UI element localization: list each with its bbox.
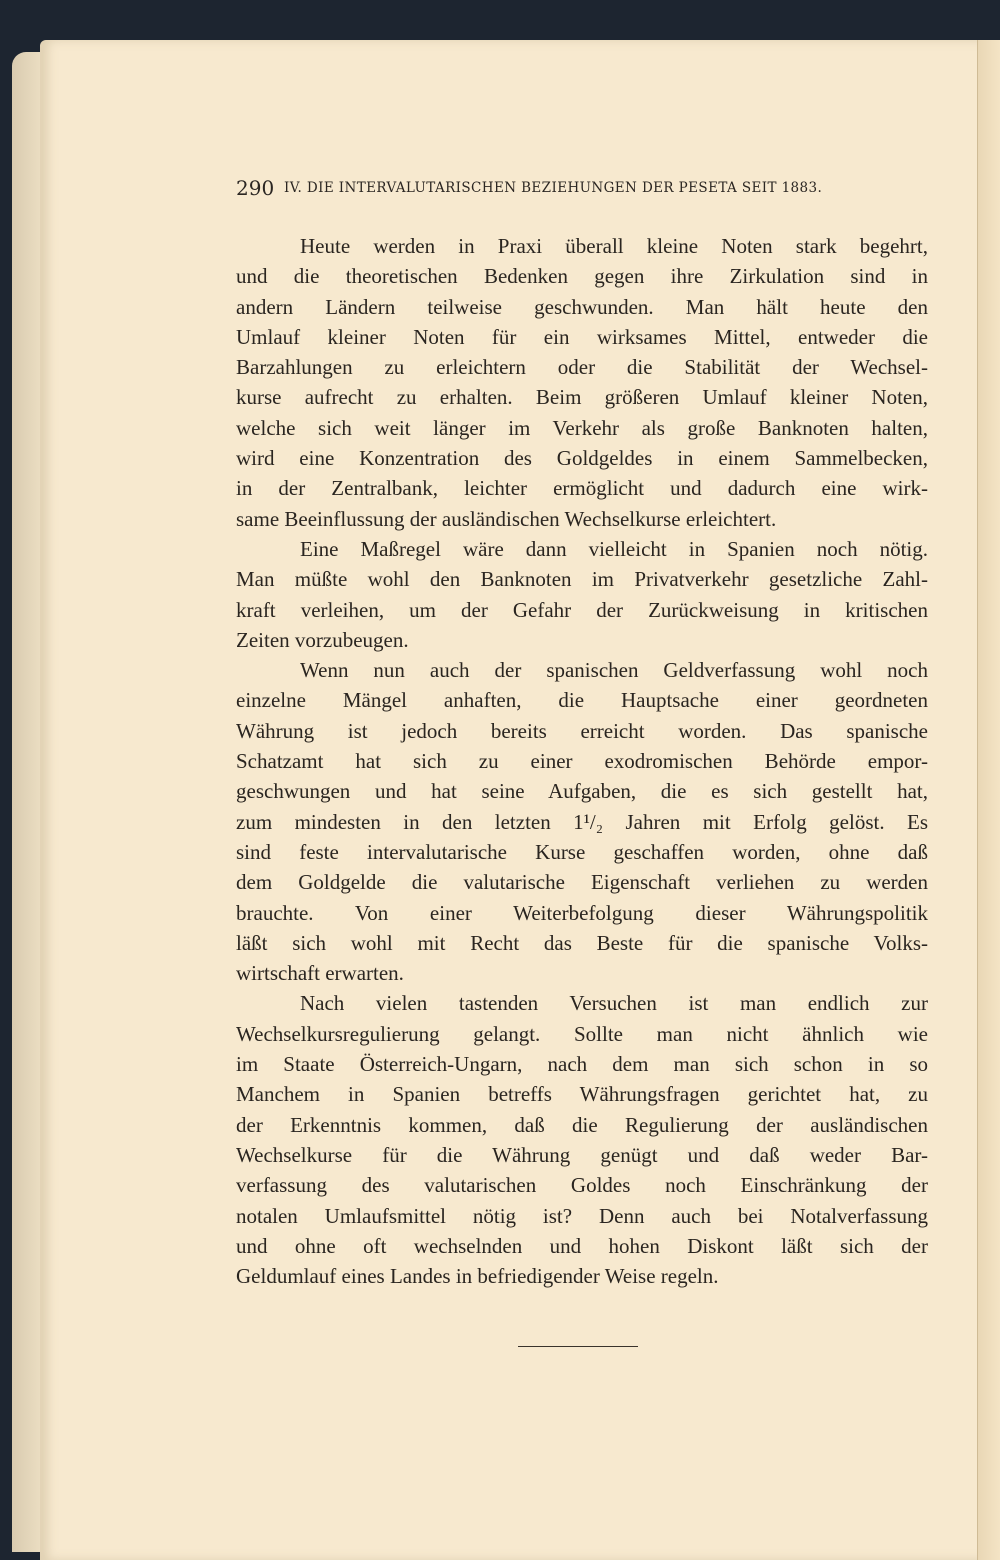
text-line: Manchem in Spanien betreffs Währungsfragen gerichtet hat, zu	[236, 1082, 928, 1107]
text-line: Eine Maßregel wäre dann vielleicht in Spanien noch nötig.	[300, 536, 928, 561]
text-line: kraft verleihen, um der Gefahr der Zurückweisung in kritischen	[236, 597, 928, 622]
text-line: Wechselkursregulierung gelangt. Sollte man nicht ähnlich wie	[236, 1021, 928, 1046]
text-line: notalen Umlaufsmittel nötig ist? Denn auch bei Notalverfassung	[236, 1203, 928, 1228]
text-line: Umlauf kleiner Noten für ein wirksames Mittel, entweder die	[236, 324, 928, 349]
text-line: wirtschaft erwarten.	[236, 961, 404, 986]
text-line: Währung ist jedoch bereits erreicht worden. Das spanische	[236, 718, 928, 743]
text-line: andern Ländern teilweise geschwunden. Man hält heute den	[236, 294, 928, 319]
text-line: Barzahlungen zu erleichtern oder die Stabilität der Wechsel-	[236, 355, 928, 380]
page-header	[236, 176, 936, 200]
text-line: in der Zentralbank, leichter ermöglicht und dadurch eine wirk-	[236, 476, 928, 501]
text-line: und ohne oft wechselnden und hohen Diskont läßt sich der	[236, 1233, 928, 1258]
text-line: verfassung des valutarischen Goldes noch Einschränkung der	[236, 1173, 928, 1198]
text-line: brauchte. Von einer Weiterbefolgung dieser Währungspolitik	[236, 900, 928, 925]
text-line: läßt sich wohl mit Recht das Beste für die spanische Volks-	[236, 930, 928, 955]
text-line: der Erkenntnis kommen, daß die Regulierung der ausländischen	[236, 1112, 928, 1137]
end-rule	[518, 1346, 638, 1347]
book-gutter	[977, 40, 1000, 1560]
text-line: im Staate Österreich-Ungarn, nach dem man sich schon in so	[236, 1052, 928, 1077]
text-line: dem Goldgelde die valutarische Eigenschaft verliehen zu werden	[236, 870, 928, 895]
text-line: wird eine Konzentration des Goldgeldes in einem Sammelbecken,	[236, 446, 928, 471]
text-line: sind feste intervalutarische Kurse geschaffen worden, ohne daß	[236, 839, 928, 864]
text-line: welche sich weit länger im Verkehr als große Banknoten halten,	[236, 415, 928, 440]
text-line: und die theoretischen Bedenken gegen ihre Zirkulation sind in	[236, 264, 928, 289]
text-line: Geldumlauf eines Landes in befriedigender Weise regeln.	[236, 1264, 719, 1289]
text-line: kurse aufrecht zu erhalten. Beim größeren Umlauf kleiner Noten,	[236, 385, 928, 410]
text-line: Wechselkurse für die Währung genügt und daß weder Bar-	[236, 1142, 928, 1167]
text-line: Man müßte wohl den Banknoten im Privatverkehr gesetzliche Zahl-	[236, 567, 928, 592]
running-title: IV. DIE INTERVALUTARISCHEN BEZIEHUNGEN DER PESETA SEIT 1883.	[284, 180, 823, 196]
text-line: einzelne Mängel anhaften, die Hauptsache einer geordneten	[236, 688, 928, 713]
text-line: geschwungen und hat seine Aufgaben, die es sich gestellt hat,	[236, 779, 928, 804]
body-text	[236, 231, 928, 1291]
text-line: Heute werden in Praxi überall kleine Noten stark begehrt,	[300, 234, 928, 258]
text-line: Schatzamt hat sich zu einer exodromischen Behörde empor-	[236, 749, 928, 774]
text-line: same Beeinflussung der ausländischen Wechselkurse erleichtert.	[236, 506, 777, 531]
text-line: Wenn nun auch der spanischen Geldverfassung wohl noch	[300, 658, 928, 683]
text-line: zum mindesten in den letzten 1¹/₂ Jahren mit Erfolg gelöst. Es	[236, 809, 928, 834]
page-number: 290	[236, 176, 275, 200]
text-line: Zeiten vorzubeugen.	[236, 627, 409, 652]
text-line: Nach vielen tastenden Versuchen ist man endlich zur	[300, 991, 928, 1016]
